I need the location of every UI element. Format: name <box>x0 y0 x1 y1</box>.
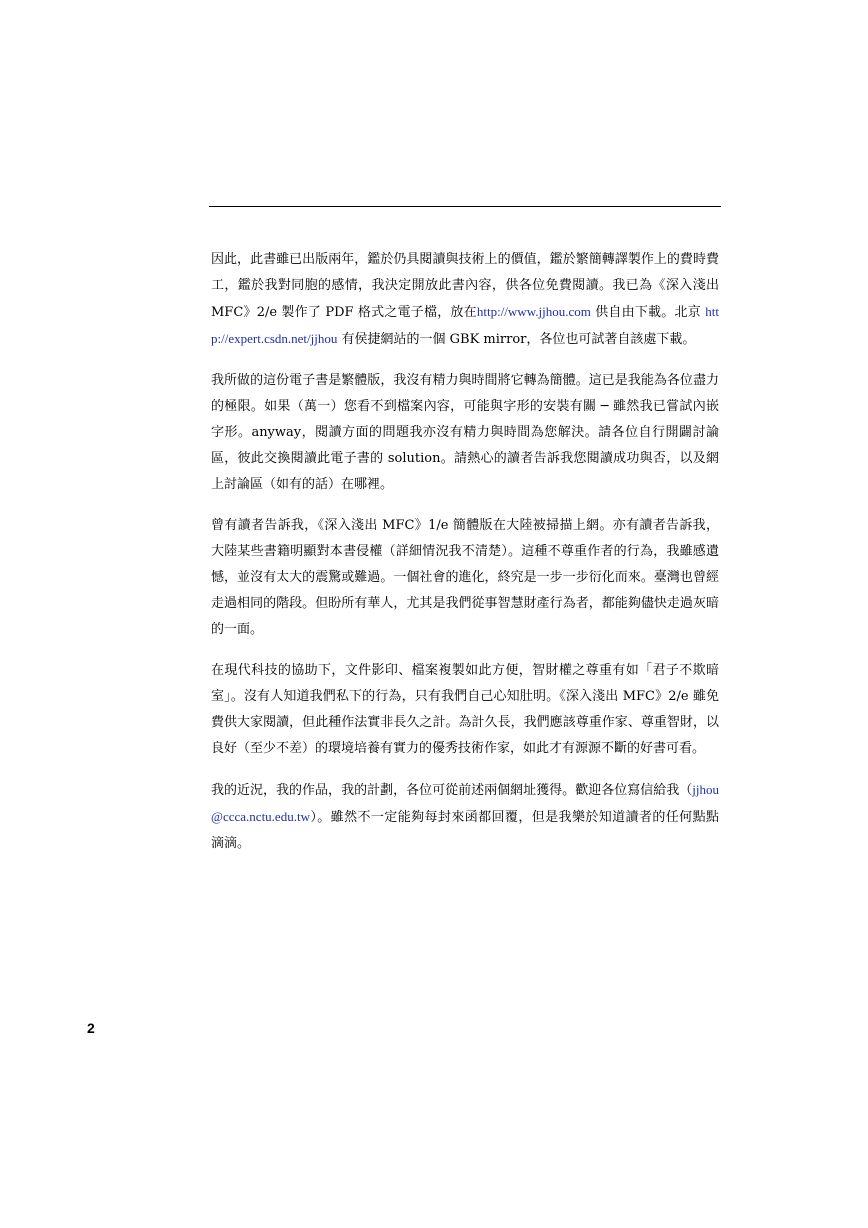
paragraph-1 <box>211 247 719 353</box>
author-email-link[interactable]: jjhou@ccca.nctu.edu.tw <box>211 782 719 824</box>
paragraph-4: 在現代科技的協助下，文件影印、檔案複製如此方便，智財權之尊重有如「君子不欺暗室」。沒有人知道我們私下的行為，只有我們自己心知肚明。《深入淺出 MFC》2/e 雖免費供大家閱讀，但此種作法實非長久之計。為計久長，我們應該尊重作家、尊重智財，以良好（至少不差）的環境培養有實力的優秀技術作家，如此才有源源不斷的好書可看。 <box>211 663 719 756</box>
paragraph-5-text-b: ）。雖然不一定能夠每封來函都回覆，但是我樂於知道讀者的任何點點滴滴。 <box>211 810 719 851</box>
paragraph-1-text-b: 供自由下載。北京 <box>590 305 706 320</box>
paragraph-2: 我所做的這份電子書是繁體版，我沒有精力與時間將它轉為簡體。這已是我能為各位盡力的極限。如果（萬一）您看不到檔案內容，可能與字形的安裝有關 ─ 雖然我已嘗試內嵌字形。anyway，閱讀方面的問題我亦沒有精力與時間為您解決。請各位自行開闢討論區，彼此交換閱讀此電子書的 solution。請熱心的讀者告訴我您閱讀成功與否，以及網上討論區（如有的話）在哪裡。 <box>211 373 719 492</box>
paragraph-1-text-c: 有侯捷網站的一個 GBK mirror，各位也可試著自該處下載。 <box>337 332 696 347</box>
paragraph-5 <box>211 777 719 857</box>
paragraph-1-text-a: 因此，此書雖已出版兩年，鑑於仍具閱讀與技術上的價值，鑑於繁簡轉譯製作上的費時費工，鑑於我對同胞的感情，我決定開放此書內容，供各位免費閱讀。我已為《深入淺出 MFC》2/e 製作了 PDF 格式之電子檔，放在 <box>211 252 719 320</box>
paragraph-5-text-a: 我的近況，我的作品，我的計劃，各位可從前述兩個網址獲得。歡迎各位寫信給我（ <box>211 783 693 798</box>
paragraph-3: 曾有讀者告訴我，《深入淺出 MFC》1/e 簡體版在大陸被掃描上網。亦有讀者告訴我，大陸某些書籍明顯對本書侵權（詳細情況我不清楚）。這種不尊重作者的行為，我雖感遺憾，並沒有太大的震驚或難過。一個社會的進化，終究是一步一步衍化而來。臺灣也曾經走過相同的階段。但盼所有華人，尤其是我們從事智慧財產行為者，都能夠儘快走過灰暗的一面。 <box>211 518 719 637</box>
header-rule <box>209 206 721 207</box>
csdn-mirror-link[interactable]: http://expert.csdn.net/jjhou <box>211 304 719 346</box>
page-number: 2 <box>87 1020 95 1036</box>
body-text <box>211 247 719 872</box>
jjhou-site-link[interactable]: http://www.jjhou.com <box>476 304 591 319</box>
